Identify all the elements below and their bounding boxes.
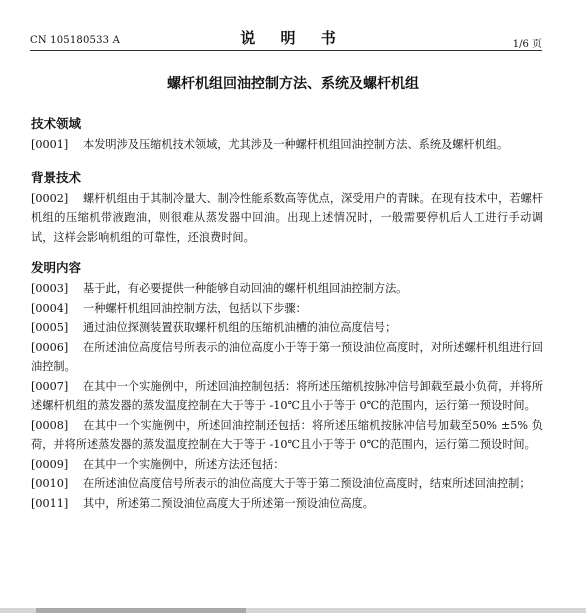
paragraph-text: 一种螺杆机组回油控制方法，包括以下步骤：	[83, 301, 307, 315]
paragraph-number: [0008]	[31, 418, 69, 432]
paragraph-text: 在所述油位高度信号所表示的油位高度小于等于第一预设油位高度时，对所述螺杆机组进行回油控制。	[31, 340, 543, 373]
section-heading-tech-field: 技术领域	[31, 116, 82, 131]
paragraph-number: [0005]	[31, 321, 69, 334]
paragraph-number: [0003]	[31, 282, 69, 295]
paragraph	[31, 338, 543, 377]
section-heading-invention: 发明内容	[31, 260, 82, 275]
paragraph	[31, 416, 543, 455]
paragraph	[31, 494, 543, 514]
paragraph	[31, 377, 543, 416]
paragraph	[31, 189, 543, 248]
paragraph-number: [0010]	[31, 477, 69, 490]
paragraph	[31, 135, 543, 155]
paragraph-text: 通过油位探测装置获取螺杆机组的压缩机油槽的油位高度信号；	[83, 321, 397, 334]
page-header	[0, 0, 586, 52]
section-heading-background: 背景技术	[31, 169, 82, 185]
paragraph-number: [0007]	[31, 379, 69, 393]
paragraph	[31, 279, 543, 299]
paragraph-text: 在其中一个实施例中，所述方法还包括：	[83, 457, 285, 471]
paragraph-number: [0001]	[31, 138, 69, 151]
patent-title: 螺杆机组回油控制方法、系统及螺杆机组	[167, 76, 419, 92]
paragraph-text: 基于此，有必要提供一种能够自动回油的螺杆机组回油控制方法。	[83, 282, 408, 295]
page-number: 1/6 页	[512, 39, 542, 50]
paragraph-number: [0009]	[31, 457, 69, 471]
paragraph-text: 在所述油位高度信号所表示的油位高度大于等于第二预设油位高度时，结束所述回油控制；	[83, 477, 531, 490]
paragraph-text: 在其中一个实施例中，所述回油控制包括：将所述压缩机按脉冲信号卸载至最小负荷，并将所述螺杆机组的蒸发器的蒸发温度控制在大于等于 -10℃且小于等于 0℃的范围内，运行第一预设时间。	[31, 379, 543, 412]
paragraph	[31, 455, 543, 475]
paragraph-number: [0004]	[31, 301, 69, 315]
paragraph	[31, 474, 543, 494]
paragraph	[31, 299, 543, 319]
paragraph-number: [0006]	[31, 340, 69, 354]
paragraph-text: 螺杆机组由于其制冷量大、制冷性能系数高等优点，深受用户的青睐。在现有技术中，若螺杆机组的压缩机带液跑油，则很难从蒸发器中回油。出现上述情况时，一般需要停机后人工进行手动调试，这样会影响机组的可靠性，还浪费时间。	[31, 191, 543, 244]
paragraph	[31, 318, 543, 338]
document-type-title: 说 明 书	[240, 29, 346, 47]
publication-number: CN 105180533 A	[30, 35, 121, 46]
paragraph-text: 在其中一个实施例中，所述回油控制还包括：将所述压缩机按脉冲信号加载至50% ±5% 负荷，并将所述蒸发器的蒸发温度控制在大于等于 -10℃且小于等于 0℃的范围内，运行第二预设时间。	[31, 418, 543, 451]
paragraph-number: [0011]	[31, 496, 69, 510]
document-body	[31, 115, 543, 513]
paragraph-text: 其中，所述第二预设油位高度大于所述第一预设油位高度。	[83, 496, 374, 510]
scrollbar-thumb[interactable]	[36, 608, 246, 613]
header-divider	[30, 50, 542, 51]
paragraph-text: 本发明涉及压缩机技术领域，尤其涉及一种螺杆机组回油控制方法、系统及螺杆机组。	[83, 138, 509, 151]
horizontal-scrollbar[interactable]	[0, 608, 586, 613]
paragraph-number: [0002]	[31, 191, 69, 205]
